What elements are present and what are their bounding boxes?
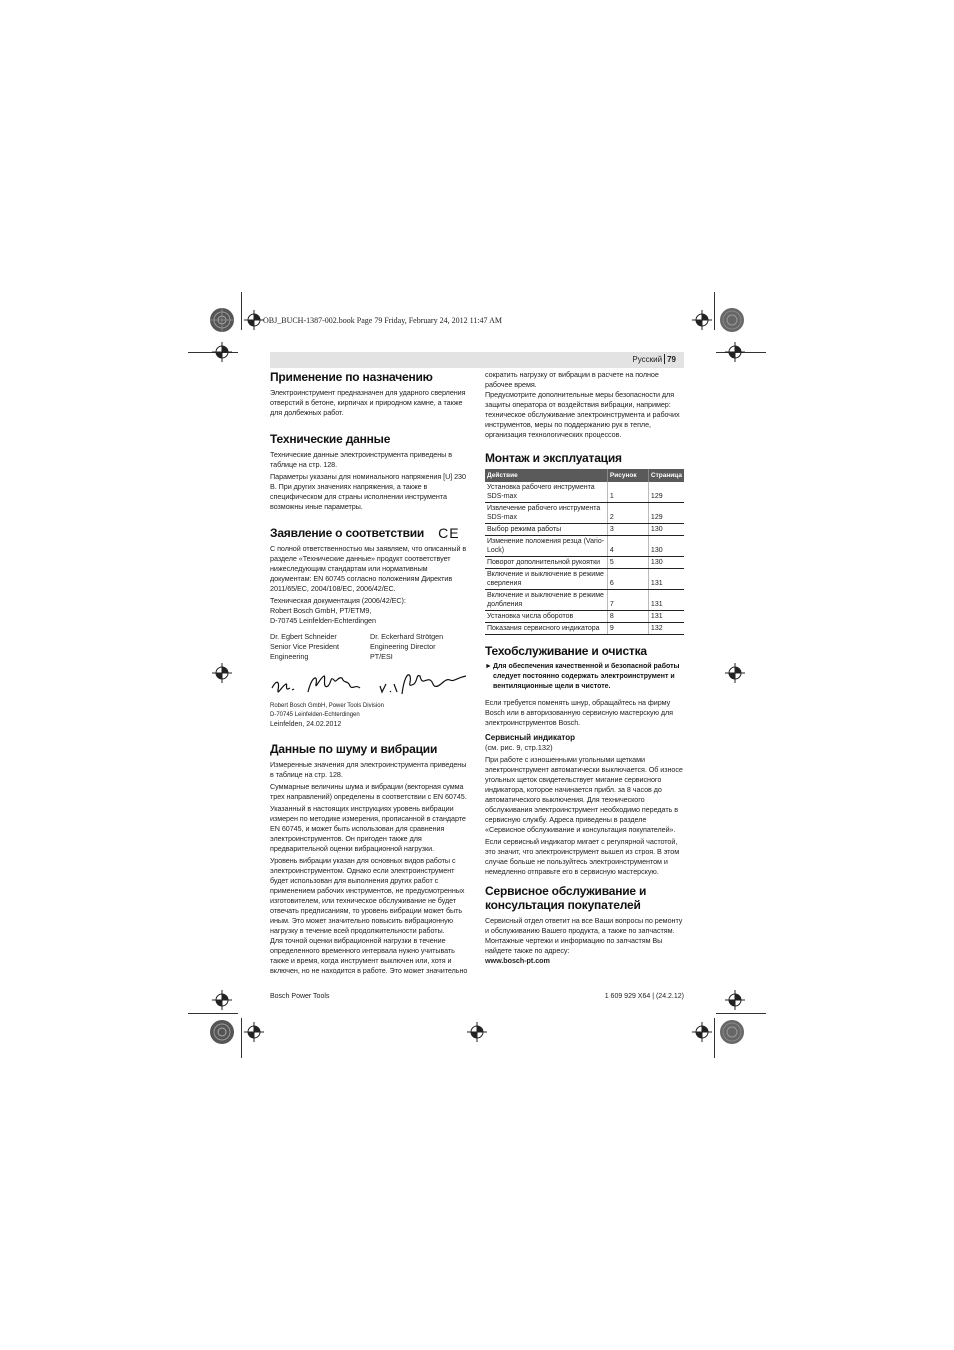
print-info: OBJ_BUCH-1387-002.book Page 79 Friday, February 24, 2012 11:47 AM xyxy=(263,316,502,325)
table-header-figure: Рисунок xyxy=(607,469,648,482)
table-header-action: Действие xyxy=(485,469,607,482)
table-row: Установка числа оборотов 8 131 xyxy=(485,611,684,623)
color-target-icon xyxy=(209,1019,235,1045)
registration-mark-icon xyxy=(212,342,232,362)
color-target-icon xyxy=(719,307,745,333)
service-indicator-text-1: При работе с изношенными угольными щетками электроинструмент автоматически выключается. Об износе угольных щеток свидетельствует мигание сервисного индикатора, которое начинается прибл. за 8 часов до автоматического выключения. Для технического обслуживания электроинструмент необходимо передать в сервисную службу. Адреса приведены в разделе «Сервисное обслуживание и консультация покупателей». xyxy=(485,755,683,834)
section-title-assembly: Монтаж и эксплуатация xyxy=(485,451,622,465)
registration-mark-icon xyxy=(244,310,264,330)
service-indicator-ref: (см. рис. 9, стр.132) xyxy=(485,743,553,752)
table-row: Включение и выключение в режиме долбления 7 131 xyxy=(485,590,684,611)
section-title-service: Сервисное обслуживание и консультация покупателей xyxy=(485,884,647,912)
technical-data-text-1: Технические данные электроинструмента приведены в таблице на стр. 128. xyxy=(270,450,452,469)
service-indicator-text-2: Если сервисный индикатор мигает с регулярной частотой, это значит, что электроинструмент вышел из строя. В этом случае больше не пользуйтесь электроинструментом и немедленно отправьте его в сервисную мастерскую. xyxy=(485,837,680,876)
page-number: 79 xyxy=(667,355,676,364)
service-indicator-title: Сервисный индикатор xyxy=(485,733,575,742)
registration-mark-icon xyxy=(212,663,232,683)
registration-mark-icon xyxy=(244,1022,264,1042)
noise-text-1: Измеренные значения для электроинструмента приведены в таблице на стр. 128. xyxy=(270,760,467,779)
declaration-title-text: Заявление о соответствии xyxy=(270,526,425,540)
signatories xyxy=(270,632,470,662)
section-title-maintenance: Техобслуживание и очистка xyxy=(485,644,647,658)
noise-text-5: Для точной оценки вибрационной нагрузки в течение определенного временного интервала нужно учитывать также и время, когда инструмент выключен или, хотя и включен, но не находится в работе. Это может значительно xyxy=(270,936,468,975)
table-row: Изменение положения резца (Vario-Lock) 4 130 xyxy=(485,536,684,557)
noise-text-3: Указанный в настоящих инструкциях уровень вибрации измерен по методике измерения, прописанной в стандарте EN 60745, и может быть использован для сравнения электроинструментов. Он пригоден также для предварительной оценки вибрационной нагрузки. xyxy=(270,804,466,853)
signatory-left: Dr. Egbert Schneider Senior Vice President Engineering xyxy=(270,632,339,661)
registration-mark-icon xyxy=(725,990,745,1010)
bullet-arrow-icon: ► xyxy=(485,663,492,670)
footer-brand: Bosch Power Tools xyxy=(270,993,330,1000)
declaration-text-1: С полной ответственностью мы заявляем, что описанный в разделе «Технические данные» продукт соответствует нижеследующим стандартам или нормативным документам: EN 60745 согласно положениям Директив 2011/65/EC, 2004/108/EC, 2006/42/EC. xyxy=(270,544,467,593)
service-link[interactable]: www.bosch-pt.com xyxy=(485,956,550,965)
signatory-right: Dr. Eckerhard Strötgen Engineering Director PT/ESI xyxy=(370,632,444,661)
section-title-noise-vibration: Данные по шуму и вибрации xyxy=(270,742,438,756)
page-header-text xyxy=(632,354,676,364)
table-row: Поворот дополнительной рукоятки 5 130 xyxy=(485,557,684,569)
left-column xyxy=(270,370,470,978)
page-header xyxy=(270,352,684,368)
noise-text-2: Суммарные величины шума и вибрации (векторная сумма трех направлений) определены в соответствии с EN 60745. xyxy=(270,782,467,801)
table-header-page: Страница xyxy=(648,469,684,482)
section-title-intended-use: Применение по назначению xyxy=(270,370,433,384)
service-text: Сервисный отдел ответит на все Ваши вопросы по ремонту и обслуживанию Вашего продукта, а также по запчастям. Монтажные чертежи и информацию по запчастям Вы найдете также по адресу: xyxy=(485,916,683,955)
table-row: Включение и выключение в режиме сверления 6 131 xyxy=(485,569,684,590)
registration-mark-icon xyxy=(692,310,712,330)
table-row: Установка рабочего инструмента SDS-max 1 129 xyxy=(485,482,684,503)
maintenance-text-1: Если требуется поменять шнур, обращайтесь на фирму Bosch или в авторизованную сервисную мастерскую для электроинструментов Bosch. xyxy=(485,698,673,727)
registration-mark-icon xyxy=(725,663,745,683)
right-column xyxy=(485,370,684,968)
operations-table xyxy=(485,469,684,635)
registration-mark-icon xyxy=(692,1022,712,1042)
ce-mark-icon: CE xyxy=(438,525,460,541)
noise-text-4: Уровень вибрации указан для основных видов работы с электроинструментом. Однако если электроинструмент будет использован для выполнения других работ с применением рабочих инструментов, не предусмотренных изготовителем, или техническое обслуживание не будет отвечать предписаниям, то уровень вибрации может быть иным. Это может значительно повысить вибрационную нагрузку в течение всей продолжительности работы. xyxy=(270,856,465,935)
section-title-declaration xyxy=(270,526,470,540)
registration-mark-icon xyxy=(725,342,745,362)
section-title-technical-data: Технические данные xyxy=(270,432,391,446)
registration-mark-icon xyxy=(212,990,232,1010)
vibration-cont-text-1: сократить нагрузку от вибрации в расчете на полное рабочее время. xyxy=(485,370,659,389)
signature-image xyxy=(270,666,470,702)
table-row: Извлечение рабочего инструмента SDS-max 2 129 xyxy=(485,503,684,524)
footer-docnumber: 1 609 929 X64 | (24.2.12) xyxy=(604,993,684,1000)
declaration-text-2: Техническая документация (2006/42/EC): Robert Bosch GmbH, PT/ETM9, D-70745 Leinfelden-Echterdingen xyxy=(270,596,406,625)
table-row: Выбор режима работы 3 130 xyxy=(485,524,684,536)
company-address: Robert Bosch GmbH, Power Tools Division D-70745 Leinfelden-Echterdingen Leinfelden, 24.02.2012 xyxy=(270,703,384,728)
maintenance-warning: ► Для обеспечения качественной и безопасной работы следует постоянно содержать электроинструмент и вентиляционные щели в чистоте. xyxy=(485,663,680,690)
technical-data-text-2: Параметры указаны для номинального напряжения [U] 230 В. При других значениях напряжения, а также в специфическом для страны исполнении инструмента возможны иные параметры. xyxy=(270,472,466,511)
header-language: Русский xyxy=(632,355,663,364)
table-row: Показания сервисного индикатора 9 132 xyxy=(485,623,684,635)
color-target-icon xyxy=(719,1019,745,1045)
vibration-cont-text-2: Предусмотрите дополнительные меры безопасности для защиты оператора от воздействия вибрации, например: техническое обслуживание электроинструмента и рабочих инструментов, меры по поддержанию рук в тепле, организация технологических процессов. xyxy=(485,390,680,439)
handwritten-signatures xyxy=(270,666,470,702)
intended-use-text: Электроинструмент предназначен для ударного сверления отверстий в бетоне, кирпичах и природном камне, а также для долбежных работ. xyxy=(270,388,466,417)
registration-mark-icon xyxy=(467,1022,487,1042)
color-target-icon xyxy=(209,307,235,333)
table-header-row xyxy=(485,469,684,482)
